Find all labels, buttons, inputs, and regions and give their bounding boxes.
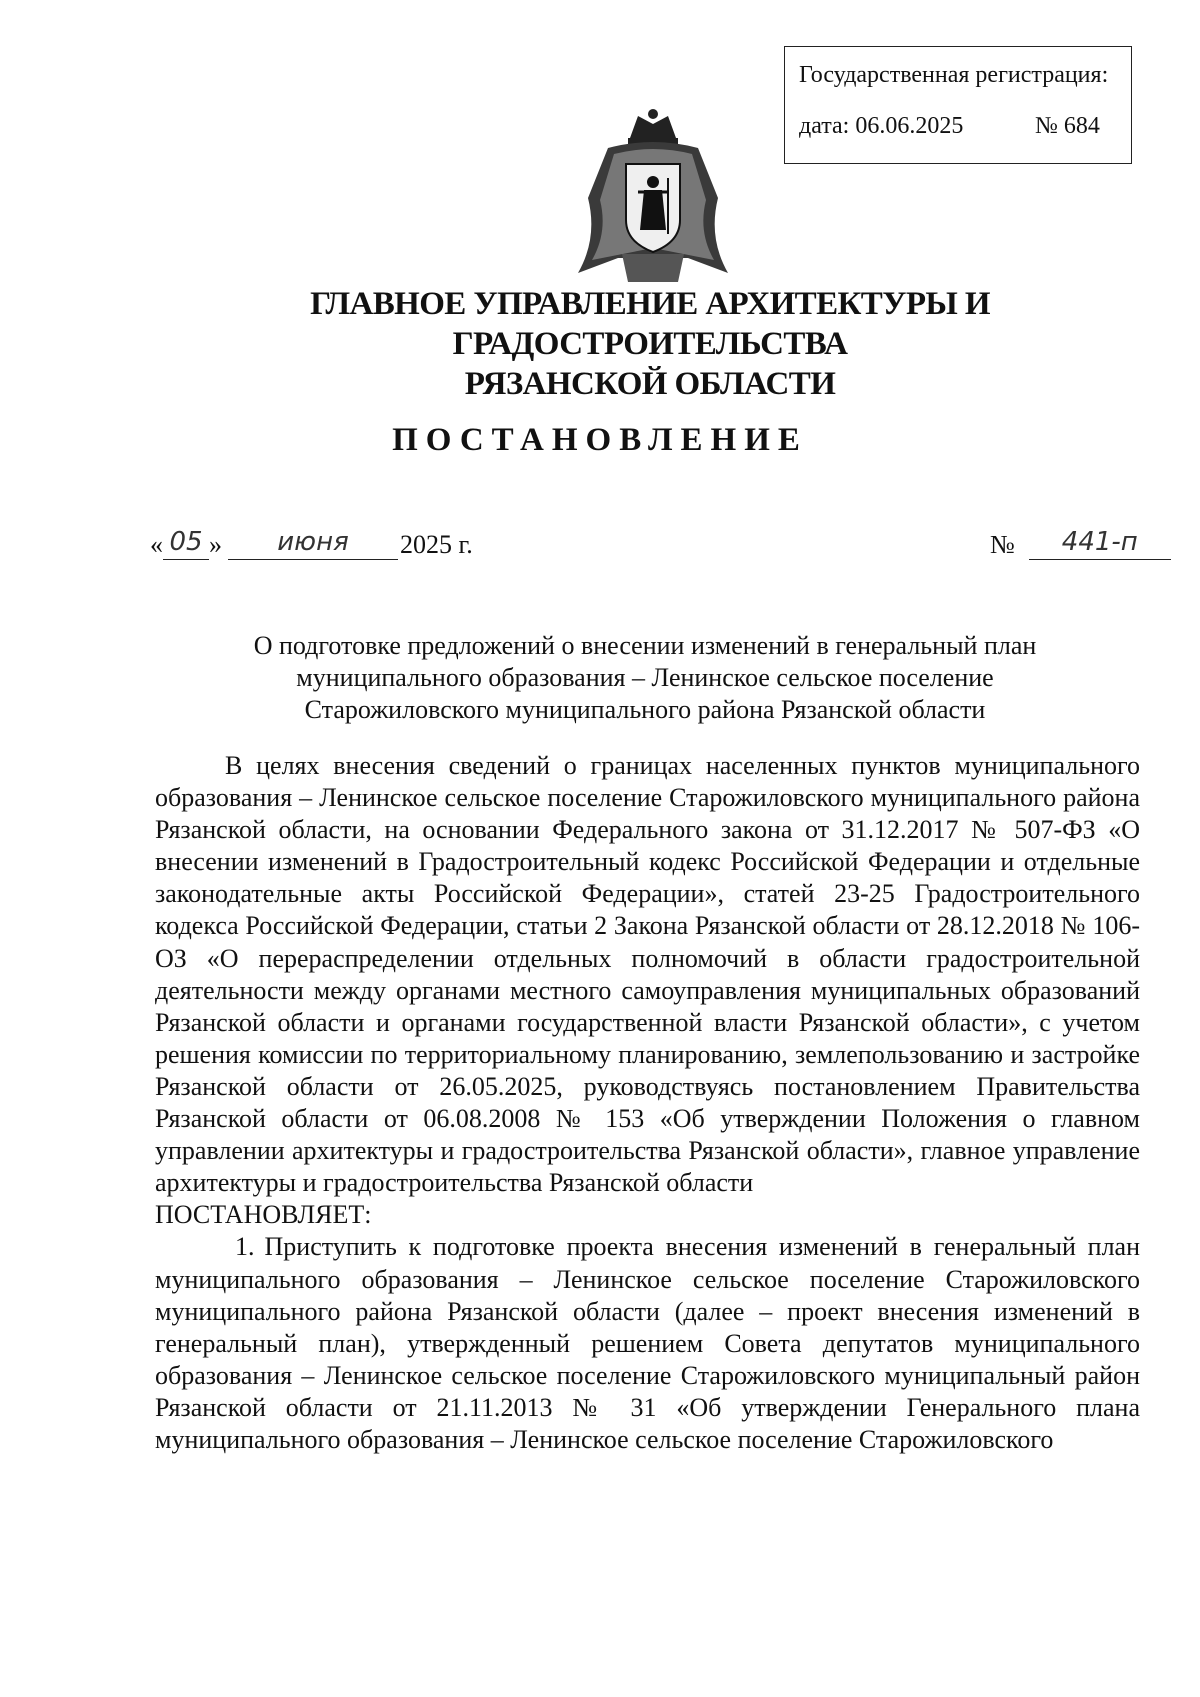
document-date [150,527,473,560]
registration-date: дата: 06.06.2025 [799,112,964,139]
document-number-label: № [990,530,1015,559]
date-open-quote: « [150,530,163,559]
organization-title-line-2: РЯЗАНСКОЙ ОБЛАСТИ [464,366,836,402]
organization-title [120,284,1180,404]
document-body [155,750,1140,1456]
document-type: ПОСТАНОВЛЕНИЕ [392,422,808,458]
decree-item-1 [155,1231,1140,1456]
registration-box [784,46,1132,164]
subject-line-1: О подготовке предложений о внесении изменений в генеральный план [253,631,1037,660]
date-year: 2025 г. [400,530,473,559]
date-month: июня [228,527,398,560]
date-close-quote: » [209,530,222,559]
registration-title: Государственная регистрация: [799,62,1109,88]
decree-word: ПОСТАНОВЛЯЕТ: [155,1200,372,1230]
registration-number: № 684 [1035,112,1100,139]
ryazan-coat-of-arms-icon [568,108,738,286]
preamble-paragraph: В целях внесения сведений о границах населенных пунктов муниципального образования – Ленинское сельское поселение Старожиловского муниципального района Рязанской области, на основании Федерального закона от 31.12.2017 № 507-ФЗ «О внесении изменений в Градостроительный кодекс Российской Федерации и отдельные законодательные акты Российской Федерации», статей 23-25 Градостроительного кодекса Российской Федерации, статьи 2 Закона Рязанской области от 28.12.2018 № 106-ОЗ «О перераспределении отдельных полномочий в области градостроительной деятельности между органами местного самоуправления муниципальных образований Рязанской области и органами государственной власти Рязанской области», с учетом решения комиссии по территориальному планированию, землепользованию и застройке Рязанской области от 26.05.2025, руководствуясь постановлением Правительства Рязанской области от 06.08.2008 № 153 «Об утверждении Положения о главном управлении архитектуры и градостроительства Рязанской области», главное управление архитектуры и градостроительства Рязанской области [155,751,1140,1198]
document-number-value: 441-п [1029,527,1171,560]
subject-line-2: муниципального образования – Ленинское сельское поселение [296,663,994,692]
document-subject [150,630,1140,726]
organization-title-line-1: ГЛАВНОЕ УПРАВЛЕНИЕ АРХИТЕКТУРЫ И ГРАДОСТРОИТЕЛЬСТВА [310,286,990,362]
registration-details [799,112,1131,141]
subject-line-3: Старожиловского муниципального района Рязанской области [304,695,986,724]
item-1-number: 1. [235,1232,255,1262]
date-day: 05 [163,527,209,560]
document-number [990,527,1171,560]
item-1-text: Приступить к подготовке проекта внесения изменений в генеральный план муниципального образования – Ленинское сельское поселение Старожиловского муниципального района Рязанской области (далее – проект внесения изменений в генеральный план), утвержденный решением Совета депутатов муниципального образования – Ленинское сельское поселение Старожиловского муниципальный район Рязанской области от 21.11.2013 № 31 «Об утверждении Генерального плана муниципального образования – Ленинское сельское поселение Старожиловского [155,1232,1140,1454]
